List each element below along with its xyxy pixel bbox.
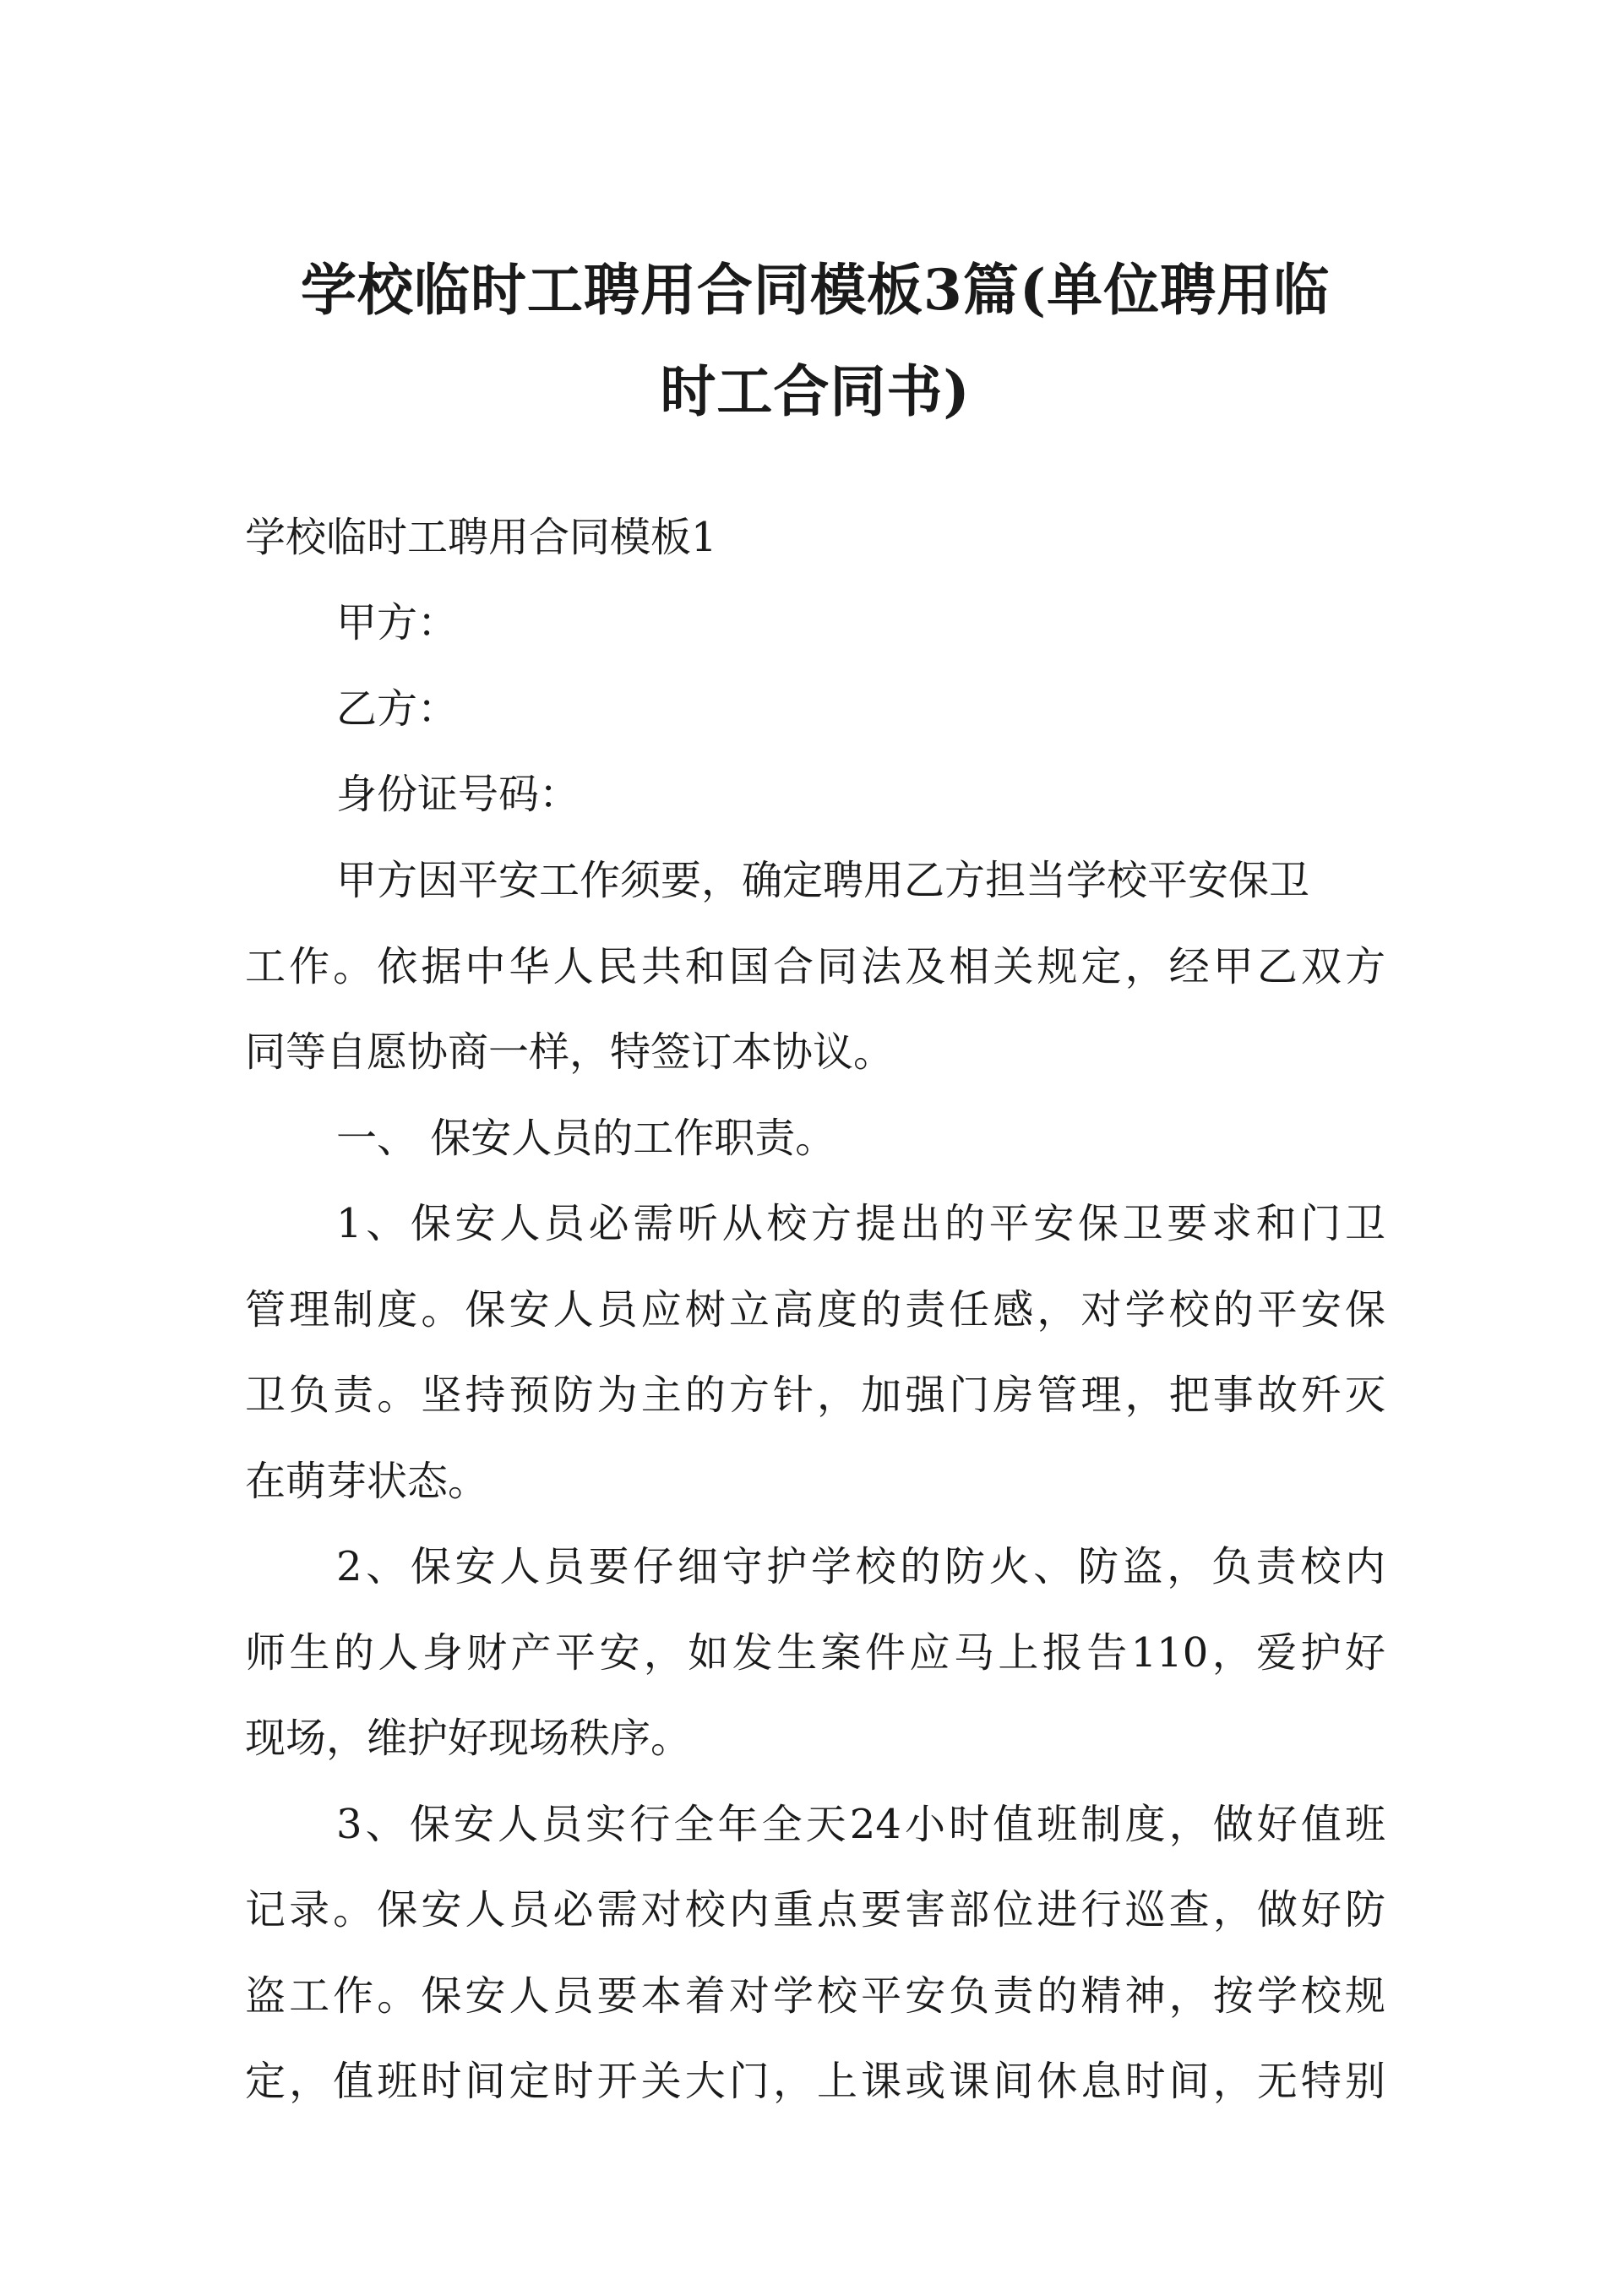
item-1-line: 在萌芽状态。 — [245, 1458, 489, 1505]
intro-line: 工作。依据中华人民共和国合同法及相关规定，经甲乙双方 — [245, 943, 1385, 990]
item-3-line: 记录。保安人员必需对校内重点要害部位进行巡查，做好防 — [245, 1886, 1385, 1933]
party-a-label: 甲方： — [336, 599, 459, 646]
item-1-line: 1、保安人员必需听从校方提出的平安保卫要求和门卫 — [336, 1200, 1385, 1247]
document-title-line-1: 学校临时工聘用合同模板3篇(单位聘用临 — [300, 257, 1331, 323]
item-1-line: 管理制度。保安人员应树立高度的责任感，对学校的平安保 — [245, 1286, 1385, 1333]
document-title-line-2: 时工合同书) — [660, 358, 971, 424]
id-number-label: 身份证号码： — [336, 771, 580, 818]
item-2-line: 师生的人身财产平安，如发生案件应马上报告110，爱护好 — [245, 1629, 1385, 1677]
item-1-line: 卫负责。坚持预防为主的方针，加强门房管理，把事故歼灭 — [245, 1372, 1385, 1419]
section-heading: 一、 保安人员的工作职责。 — [336, 1115, 836, 1162]
party-b-label: 乙方： — [336, 685, 459, 733]
intro-line: 同等自愿协商一样，特签订本协议。 — [245, 1028, 895, 1076]
intro-line: 甲方因平安工作须要，确定聘用乙方担当学校平安保卫 — [336, 857, 1310, 904]
item-3-line: 盗工作。保安人员要本着对学校平安负责的精神，按学校规 — [245, 1972, 1385, 2020]
document-subtitle: 学校临时工聘用合同模板1 — [245, 514, 717, 561]
item-3-line: 定，值班时间定时开关大门，上课或课间休息时间，无特别 — [245, 2058, 1385, 2105]
item-2-line: 现场，维护好现场秩序。 — [245, 1715, 692, 1762]
item-3-line: 3、保安人员实行全年全天24小时值班制度，做好值班 — [336, 1801, 1385, 1848]
item-2-line: 2、保安人员要仔细守护学校的防火、防盗，负责校内 — [336, 1543, 1385, 1590]
